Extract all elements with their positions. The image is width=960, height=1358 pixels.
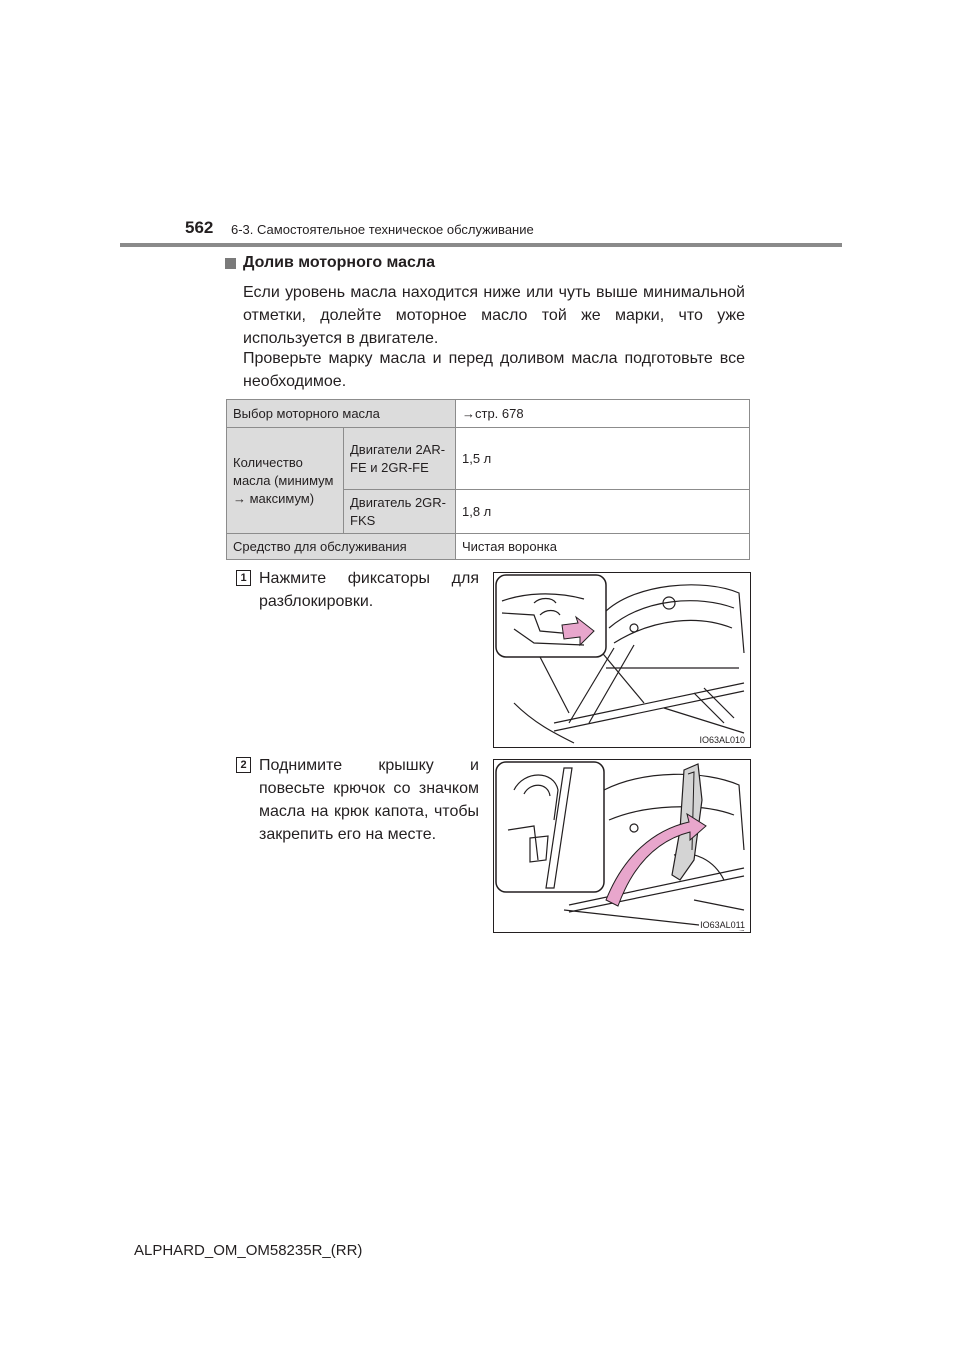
hood-latch-illustration — [494, 573, 750, 747]
header-rule — [120, 243, 842, 247]
figure-code: IO63AL010 — [699, 735, 745, 745]
step-number-1: 1 — [236, 570, 251, 586]
table-row — [227, 428, 750, 490]
figure-code: IO63AL011 — [700, 920, 745, 930]
tool-value: Чистая воронка — [456, 534, 750, 560]
oil-specs-table — [226, 399, 750, 560]
oil-amount: 1,8 л — [456, 490, 750, 534]
paragraph-2: Проверьте марку масла и перед доливом масла подготовьте все необходимое. — [243, 350, 745, 390]
oil-amount: 1,5 л — [456, 428, 750, 490]
tool-label: Средство для обслуживания — [227, 534, 456, 560]
figure-hood-cover — [493, 759, 751, 933]
oil-choice-label: Выбор моторного масла — [227, 400, 456, 428]
figure-hood-latch — [493, 572, 751, 748]
step-text-2: Поднимите крышку и повесьте крючок со значком масла на крюк капота, чтобы закрепить его на месте. — [259, 757, 479, 843]
subsection-heading — [225, 254, 435, 272]
hood-cover-illustration — [494, 760, 750, 932]
square-bullet-icon — [225, 258, 236, 269]
page-number: 562 — [185, 218, 214, 237]
oil-choice-value: →стр. 678 — [456, 400, 750, 428]
paragraph-1: Если уровень масла находится ниже или чуть выше минимальной отметки, долейте моторное масло той же марки, что уже используется в двигателе. — [243, 284, 745, 347]
document-footer: ALPHARD_OM_OM58235R_(RR) — [134, 1242, 363, 1259]
heading-text: Долив моторного масла — [243, 254, 436, 271]
oil-quantity-label: Количество масла (минимум → максимум) — [227, 428, 344, 534]
engine-name: Двигатели 2AR-FE и 2GR-FE — [344, 428, 456, 490]
engine-name: Двигатель 2GR-FKS — [344, 490, 456, 534]
step-text-1: Нажмите фиксаторы для разблокировки. — [259, 570, 479, 610]
table-row — [227, 534, 750, 560]
step-number-2: 2 — [236, 757, 251, 773]
table-row — [227, 400, 750, 428]
section-title: 6-3. Самостоятельное техническое обслуживание — [231, 222, 534, 237]
